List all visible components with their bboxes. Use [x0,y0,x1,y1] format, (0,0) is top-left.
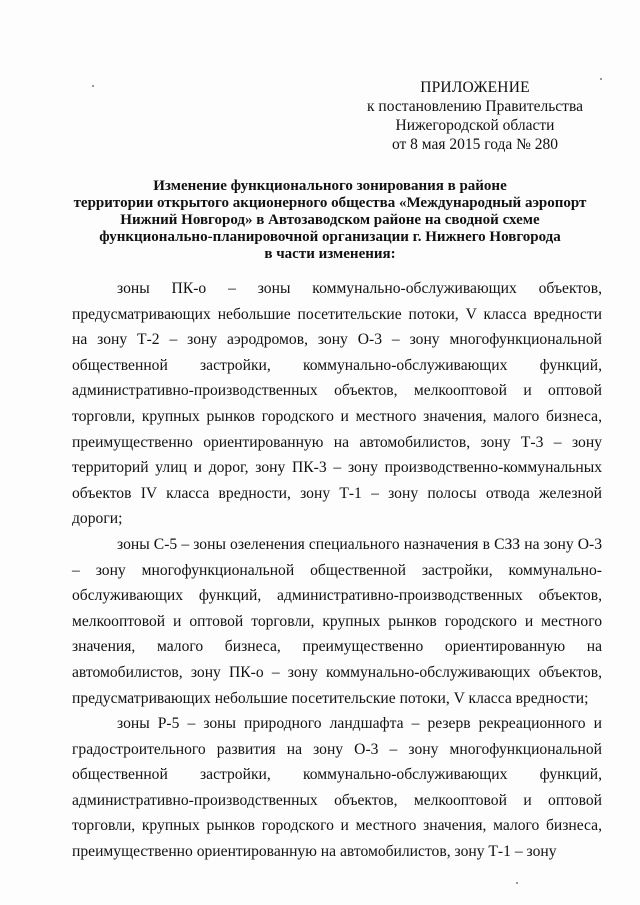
scan-speck [600,78,602,80]
appendix-date-line: от 8 мая 2015 года № 280 [391,136,559,153]
paragraph-pk-o: зоны ПК-о – зоны коммунально-обслуживающих объектов, предусматривающих небольшие посетительские потоки, V класса вредности на зону Т-2 – зону аэродромов, зону О-3 – зону многофункциональной общественной застройки, коммунально-обслуживающих функций, административно-производственных объектов, мелкооптовой и оптовой торговли, крупных рынков городского и местного значения, малого бизнеса, преимущественно ориентированную на автомобилистов, зону Т-3 – зону территорий улиц и дорог, зону ПК-3 – зону производственно-коммунальных объектов IV класса вредности, зону Т-1 – зону полосы отвода железной дороги; [72,280,602,528]
heading-line-2: территории открытого акционерного общества «Международный аэропорт [73,195,587,211]
scan-speck [516,882,518,884]
heading-line-5: в части изменения: [264,246,396,262]
paragraph-r-5: зоны Р-5 – зоны природного ландшафта – резерв рекреационного и градостроительного развития на зону О-3 – зону многофункциональной общественной застройки, коммунально-обслуживающих функций, административно-производственных объектов, мелкооптовой и оптовой торговли, крупных рынков городского и местного значения, малого бизнеса, преимущественно ориентированную на автомобилистов, зону Т-1 – зону [72,715,602,861]
heading-line-1: Изменение функционального зонирования в районе [153,178,507,194]
appendix-resolution-line: к постановлению Правительства [367,98,583,115]
scan-speck [92,85,94,87]
appendix-region-line: Нижегородской области [395,117,555,134]
document-body [72,276,602,865]
paragraph-s-5: зоны С-5 – зоны озеленения специального назначения в СЗЗ на зону О-3 – зону многофункциональной общественной застройки, коммунально-обслуживающих функций, административно-производственных объектов, мелкооптовой и оптовой торговли, крупных рынков городского и местного значения, малого бизнеса, преимущественно ориентированную на автомобилистов, зону ПК-о – зону коммунально-обслуживающих объектов, предусматривающих небольшие посетительские потоки, V класса вредности; [72,535,602,707]
appendix-block [340,78,610,154]
appendix-title: ПРИЛОЖЕНИЕ [420,79,530,96]
heading-line-3: Нижний Новгород» в Автозаводском районе на сводной схеме [120,212,540,228]
document-heading [60,178,600,263]
heading-line-4: функционально-планировочной организации г. Нижнего Новгорода [99,229,561,245]
